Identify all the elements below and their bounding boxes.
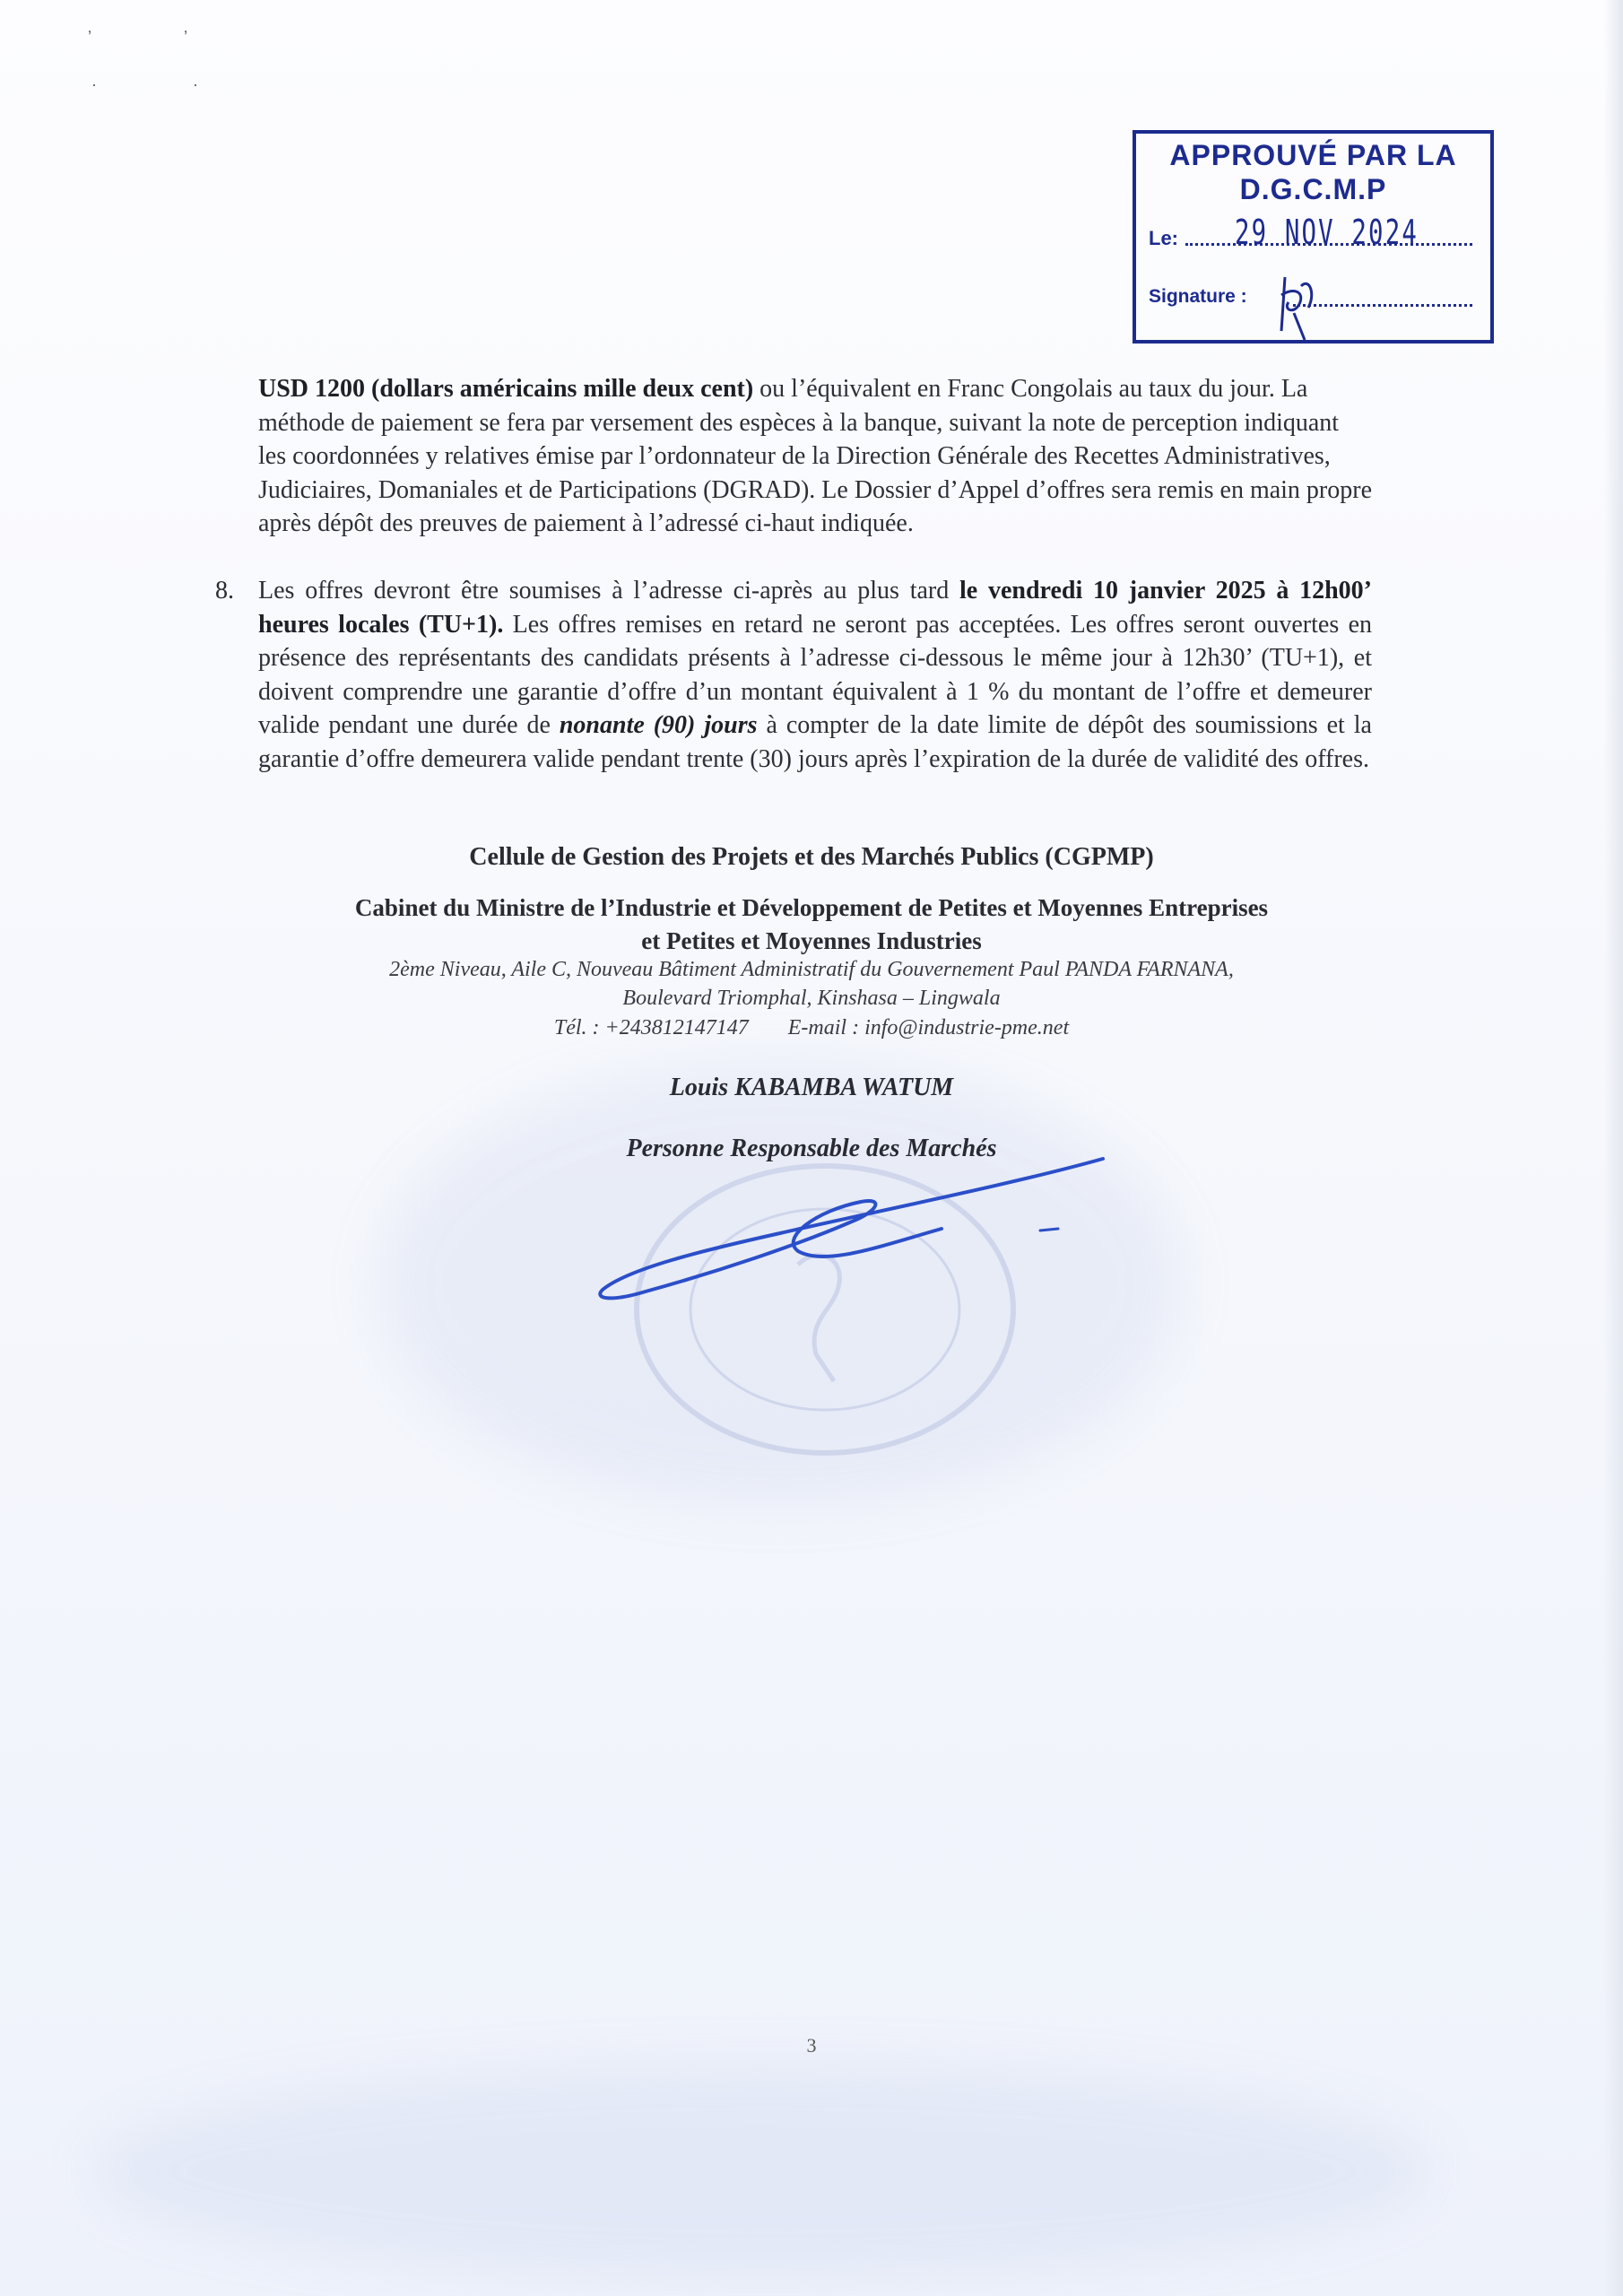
stamp-date-label: Le: <box>1149 227 1178 249</box>
signatory-role: Personne Responsable des Marchés <box>626 1135 997 1162</box>
scan-speck: · <box>91 75 97 93</box>
scan-speck: · <box>193 75 198 93</box>
page-number: 3 <box>806 2034 817 2057</box>
item-number-8: 8. <box>215 577 234 604</box>
paragraph-7-text: ou l’équivalent en Franc Congolais au taux du jour. La méthode de paiement se fera par versement des espèces à la banque, suivant la note de perception indiquant les coordonnées y relatives émise par l’ordonnateur de la Direction Générale des Recettes Administratives, Judiciaires, Domaniales et de Participations (DGRAD). Le Dossier d’Appel d’offres sera remis en main propre après dépôt des preuves de paiement à l’adressé ci-haut indiquée. <box>258 375 1373 538</box>
paragraph-8 <box>258 574 1372 777</box>
validity-duration: nonante (90) jours <box>559 711 758 740</box>
stamp-line1: APPROUVÉ PAR LA <box>1169 139 1457 171</box>
cabinet-line2: et Petites et Moyennes Industries <box>641 927 982 954</box>
contact-line <box>0 1016 1623 1040</box>
payment-amount: USD 1200 (dollars américains mille deux cent) <box>258 375 754 403</box>
bleed-through <box>90 2063 1435 2278</box>
signatory-name: Louis KABAMBA WATUM <box>669 1074 954 1101</box>
paragraph-8-text2: Les offres remises en retard ne seront pas acceptées. Les offres seront ouvertes en présence des représentants des candidats présents à l’adresse ci-dessous le même jour à 12h30’ (TU+1), et doivent comprendre une garantie d’offre d’un montant équivalent à 1 % du montant de l’offre et demeurer valide pendant une durée de <box>258 610 1372 740</box>
stamp-date-value: 29 NOV 2024 <box>1235 213 1419 252</box>
telephone: Tél. : +243812147147 <box>553 1016 749 1039</box>
scan-speck: ‚ <box>184 18 187 36</box>
stamp-signature-label: Signature : <box>1149 286 1247 307</box>
address-line2: Boulevard Triomphal, Kinshasa – Lingwala <box>622 987 1001 1010</box>
handwritten-signature <box>592 1148 1130 1327</box>
cabinet-line1: Cabinet du Ministre de l’Industrie et Développement de Petites et Moyennes Entreprises <box>354 894 1269 921</box>
email: E-mail : info@industrie-pme.net <box>787 1016 1070 1039</box>
paragraph-8-text1: Les offres devront être soumises à l’adresse ci-après au plus tard <box>258 577 959 604</box>
cgpmp-heading: Cellule de Gestion des Projets et des Marchés Publics (CGPMP) <box>469 843 1154 871</box>
paragraph-7 <box>258 372 1372 541</box>
scan-speck: ‚ <box>88 18 91 36</box>
approval-stamp <box>1133 130 1494 344</box>
paragraph-8-text3: à compter de la date limite de dépôt des soumissions et la garantie d’offre demeurera valide pendant trente (30) jours après l’expiration de la durée de validité des offres. <box>258 711 1372 773</box>
address-line1: 2ème Niveau, Aile C, Nouveau Bâtiment Administratif du Gouvernement Paul PANDA FARNANA, <box>389 958 1234 981</box>
stamp-initials-icon <box>1269 268 1323 349</box>
deadline-date: le vendredi 10 janvier 2025 à 12h00’ heures locales (TU+1). <box>258 577 1373 639</box>
stamp-line2: D.G.C.M.P <box>1239 173 1387 205</box>
